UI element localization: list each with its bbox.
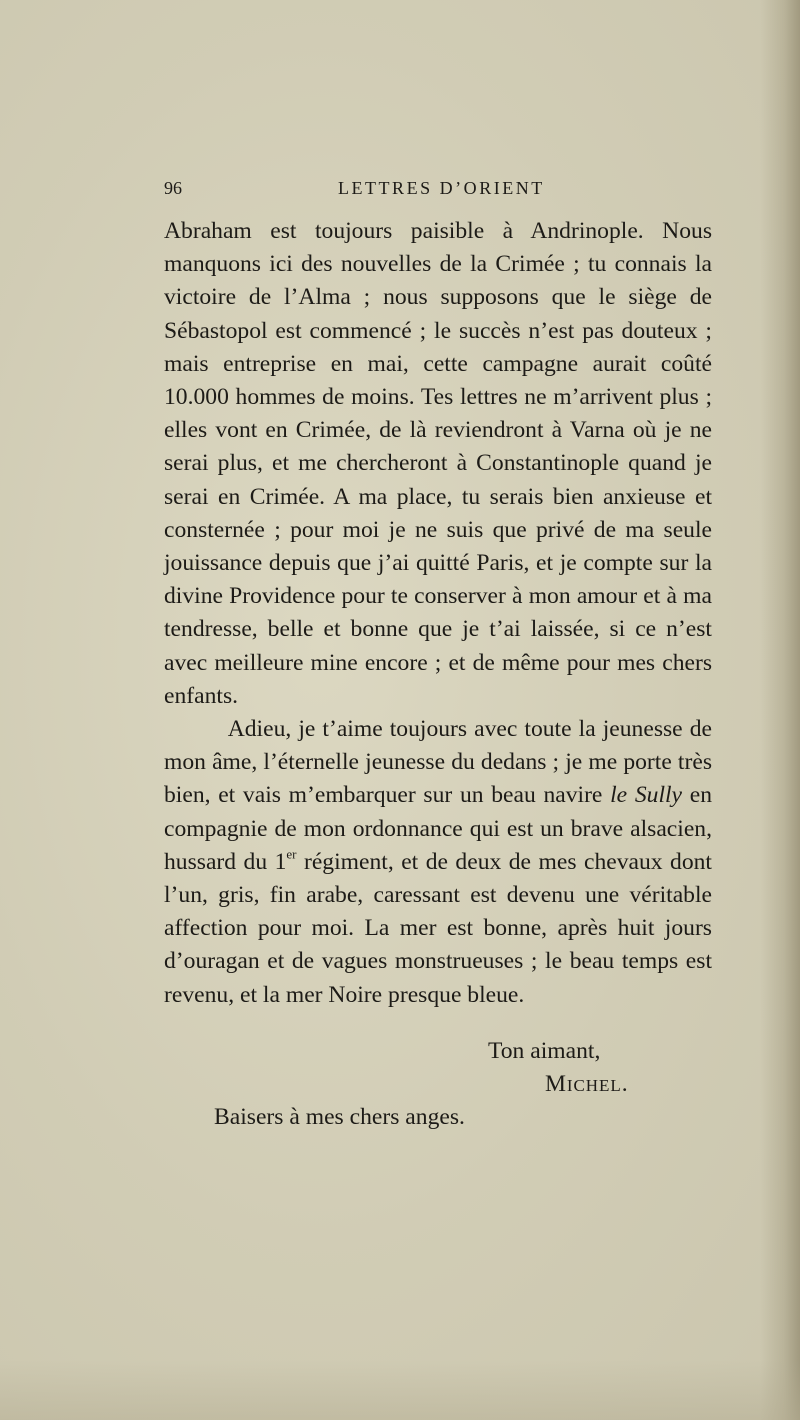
paragraph-2 — [164, 713, 712, 1012]
running-title: LETTRES D’ORIENT — [338, 178, 545, 198]
ship-name: le Sully — [610, 782, 683, 809]
page-bottom-shadow — [0, 1360, 800, 1420]
regiment-ordinal: er — [286, 846, 297, 862]
paragraph-2-part-3: régiment, et de deux de mes chevaux dont l’un, gris, fin arabe, caressant est devenu une véritable affection pour moi. La mer est bonne, après huit jours d’ouragan et de vagues monstrueuses ; le beau temps est revenu, et la mer Noire presque bleue. — [164, 848, 712, 1008]
letter-body — [164, 215, 712, 1012]
postscript: Baisers à mes chers anges. — [214, 1104, 465, 1130]
salutation: Ton aimant, — [488, 1038, 601, 1064]
paragraph-1: Abraham est toujours paisible à Andrinople. Nous manquons ici des nouvelles de la Crimée ; tu connais la victoire de l’Alma ; nous supposons que le siège de Sébastopol est commencé ; le succès n’est pas douteux ; mais entreprise en mai, cette campagne aurait coûté 10.000 hommes de moins. Tes lettres ne m’arrivent plus ; elles vont en Crimée, de là reviendront à Varna où je ne serai plus, et me chercheront à Constantinople quand je serai en Crimée. A ma place, tu serais bien anxieuse et consternée ; pour moi je ne suis que privé de ma seule jouissance depuis que j’ai quitté Paris, et je compte sur la divine Providence pour te conserver à mon amour et à ma tendresse, belle et bonne que je t’ai laissée, si ce n’est avec meilleure mine encore ; et de même pour mes chers enfants. — [164, 218, 712, 709]
page-edge-shadow — [760, 0, 800, 1420]
paragraph-2-part-1: Adieu, je t’aime toujours avec toute la jeunesse de mon âme, l’éternelle jeunesse du dedans ; je me porte très bien, et vais m’embarquer sur un beau navire — [164, 716, 712, 809]
regiment-number: 1 — [274, 848, 287, 875]
running-head — [164, 178, 712, 202]
paragraph-2-part-2: en compagnie de mon ordonnance qui est un brave alsacien, hussard du — [164, 782, 713, 875]
page-number: 96 — [164, 178, 182, 198]
signature: Michel. — [545, 1071, 629, 1097]
